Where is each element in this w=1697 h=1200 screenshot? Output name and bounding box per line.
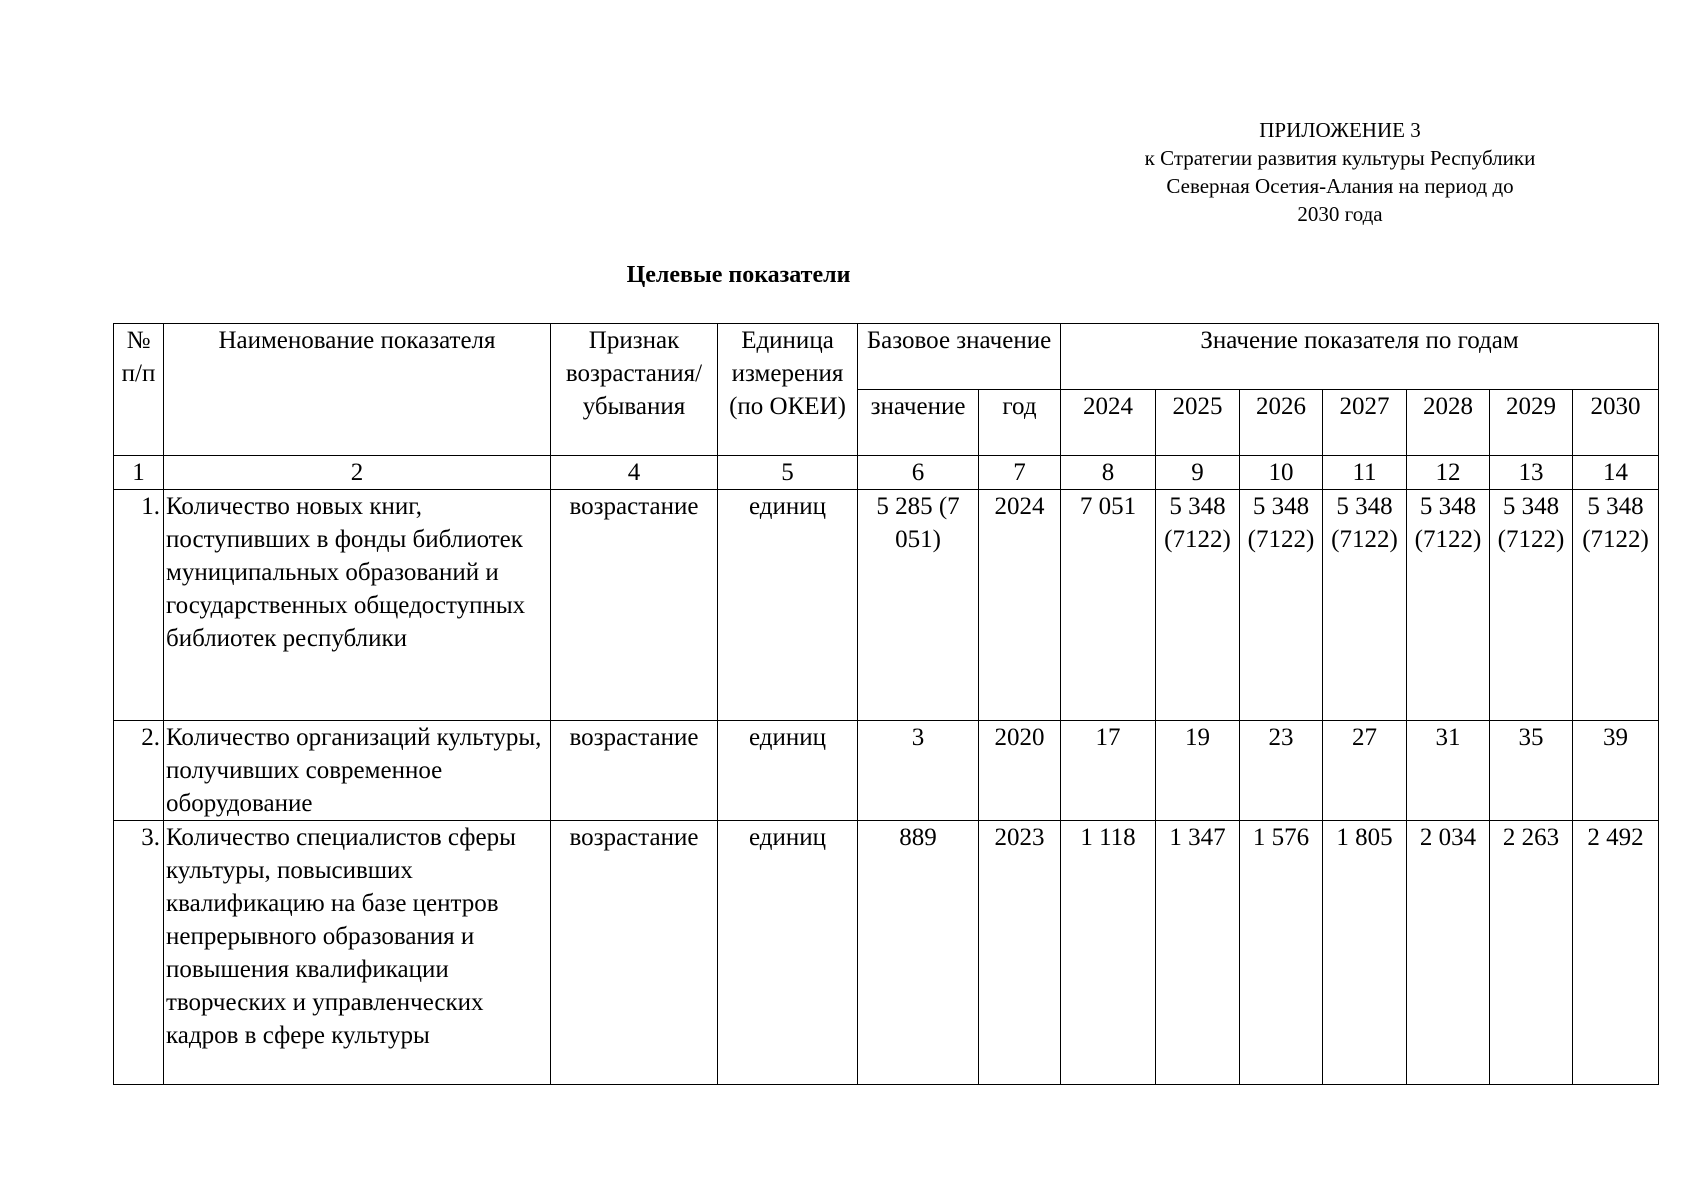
base-year: 2020 (979, 721, 1061, 821)
base-value: 3 (858, 721, 979, 821)
base-year: 2024 (979, 490, 1061, 721)
row-number: 1. (114, 490, 164, 721)
header-years-group: Значение показателя по годам (1061, 324, 1659, 390)
year-value: 27 (1323, 721, 1407, 821)
header-row-1 (114, 324, 1659, 390)
header-year: 2026 (1240, 390, 1323, 456)
header-year: 2030 (1573, 390, 1659, 456)
year-value: 5 348 (7122) (1407, 490, 1490, 721)
column-number: 14 (1573, 456, 1659, 490)
header-year: 2028 (1407, 390, 1490, 456)
header-year: 2029 (1490, 390, 1573, 456)
header-year: 2027 (1323, 390, 1407, 456)
column-number: 7 (979, 456, 1061, 490)
header-base: Базовое значение (858, 324, 1061, 390)
header-num: № п/п (114, 324, 164, 456)
column-number: 5 (718, 456, 858, 490)
indicators-table (113, 323, 1659, 1085)
column-number: 12 (1407, 456, 1490, 490)
column-number: 11 (1323, 456, 1407, 490)
year-value: 1 805 (1323, 821, 1407, 1085)
year-value: 1 576 (1240, 821, 1323, 1085)
row-number: 3. (114, 821, 164, 1085)
year-value: 5 348 (7122) (1240, 490, 1323, 721)
base-value: 889 (858, 821, 979, 1085)
year-value: 31 (1407, 721, 1490, 821)
year-value: 5 348 (7122) (1573, 490, 1659, 721)
year-value: 35 (1490, 721, 1573, 821)
column-number: 9 (1156, 456, 1240, 490)
header-base-year: год (979, 390, 1061, 456)
appendix-line-1: ПРИЛОЖЕНИЕ 3 (1259, 118, 1421, 142)
appendix-line-3: Северная Осетия-Алания на период до (1166, 174, 1514, 198)
table-row (114, 821, 1659, 1085)
header-base-value: значение (858, 390, 979, 456)
table-row (114, 490, 1659, 721)
year-value: 5 348 (7122) (1156, 490, 1240, 721)
indicator-name: Количество организаций культуры, получивших современное оборудование (164, 721, 551, 821)
column-number: 8 (1061, 456, 1156, 490)
year-value: 5 348 (7122) (1490, 490, 1573, 721)
appendix-line-4: 2030 года (1297, 202, 1383, 226)
year-value: 2 492 (1573, 821, 1659, 1085)
appendix-block (1060, 116, 1620, 228)
year-value: 39 (1573, 721, 1659, 821)
base-value: 5 285 (7 051) (858, 490, 979, 721)
indicator-name: Количество новых книг, поступивших в фонды библиотек муниципальных образований и государственных общедоступных библиотек республики (164, 490, 551, 721)
header-name: Наименование показателя (164, 324, 551, 456)
year-value: 5 348 (7122) (1323, 490, 1407, 721)
column-number: 2 (164, 456, 551, 490)
year-value: 19 (1156, 721, 1240, 821)
year-value: 1 118 (1061, 821, 1156, 1085)
base-year: 2023 (979, 821, 1061, 1085)
year-value: 2 034 (1407, 821, 1490, 1085)
indicator-sign: возрастание (551, 721, 718, 821)
header-sign: Признак возрастания/ убывания (551, 324, 718, 456)
indicator-sign: возрастание (551, 490, 718, 721)
table-row (114, 721, 1659, 821)
year-value: 17 (1061, 721, 1156, 821)
indicator-unit: единиц (718, 821, 858, 1085)
indicator-sign: возрастание (551, 821, 718, 1085)
indicator-name: Количество специалистов сферы культуры, повысивших квалификацию на базе центров непрерывного образования и повышения квалификации творческих и управленческих кадров в сфере культуры (164, 821, 551, 1085)
column-number: 1 (114, 456, 164, 490)
column-number: 4 (551, 456, 718, 490)
header-year: 2024 (1061, 390, 1156, 456)
appendix-line-2: к Стратегии развития культуры Республики (1144, 146, 1536, 170)
column-number: 13 (1490, 456, 1573, 490)
year-value: 1 347 (1156, 821, 1240, 1085)
column-number: 10 (1240, 456, 1323, 490)
page-title-text: Целевые показатели (626, 262, 851, 288)
row-number: 2. (114, 721, 164, 821)
header-unit: Единица измерения (по ОКЕИ) (718, 324, 858, 456)
header-year: 2025 (1156, 390, 1240, 456)
year-value: 7 051 (1061, 490, 1156, 721)
year-value: 2 263 (1490, 821, 1573, 1085)
year-value: 23 (1240, 721, 1323, 821)
indicator-unit: единиц (718, 490, 858, 721)
page-title (0, 262, 1697, 289)
indicator-unit: единиц (718, 721, 858, 821)
column-numbers-row (114, 456, 1659, 490)
column-number: 6 (858, 456, 979, 490)
